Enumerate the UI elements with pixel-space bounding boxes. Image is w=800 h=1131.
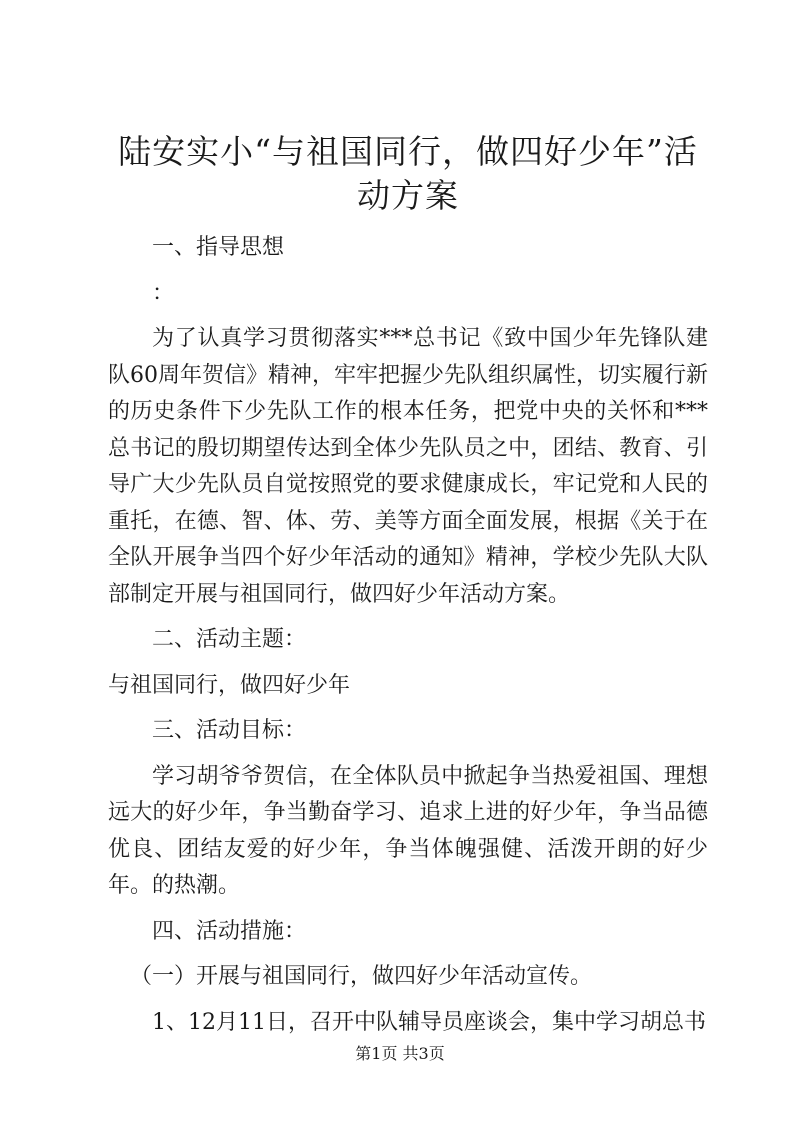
section-heading-measures: 四、活动措施： (152, 918, 307, 944)
body-paragraph-purpose: 为了认真学习贯彻落实***总书记《致中国少年先锋队建队60周年贺信》精神，牢牢把握少先队组织属性，切实履行新的历史条件下少先队工作的根本任务，把党中央的关怀和***总书记的殷切期望传达到全体少先队员之中，团结、教育、引导广大少先队员自觉按照党的要求健康成长，牢记党和人民的重托，在德、智、体、劳、美等方面全面发展，根据《关于在全队开展争当四个好少年活动的通知》精神，学校少先队大队部制定开展与祖国同行，做四好少年活动方案。 (108, 326, 708, 607)
section-heading-guiding-ideology: 一、指导思想 (152, 235, 285, 260)
subsection-heading-publicity: （一）开展与祖国同行，做四好少年活动宣传。 (130, 964, 593, 989)
theme-text: 与祖国同行，做四好少年 (108, 672, 351, 698)
body-paragraph-item-1: 1、12月11日，召开中队辅导员座谈会，集中学习胡总书 (152, 1009, 706, 1035)
section-heading-goals: 三、活动目标： (152, 718, 307, 743)
document-page (108, 130, 708, 1041)
document-title: 陆安实小“与祖国同行，做四好少年”活动方案 (118, 132, 698, 215)
page-footer: 第1页 共3页 (355, 1044, 445, 1063)
colon-line: ： (152, 280, 175, 306)
body-paragraph-goals: 学习胡爷爷贺信，在全体队员中掀起争当热爱祖国、理想远大的好少年，争当勤奋学习、追求上进的好少年，争当品德优良、团结友爱的好少年，争当体魄强健、活泼开朗的好少年。的热潮。 (108, 763, 708, 898)
section-heading-theme: 二、活动主题： (152, 627, 307, 652)
